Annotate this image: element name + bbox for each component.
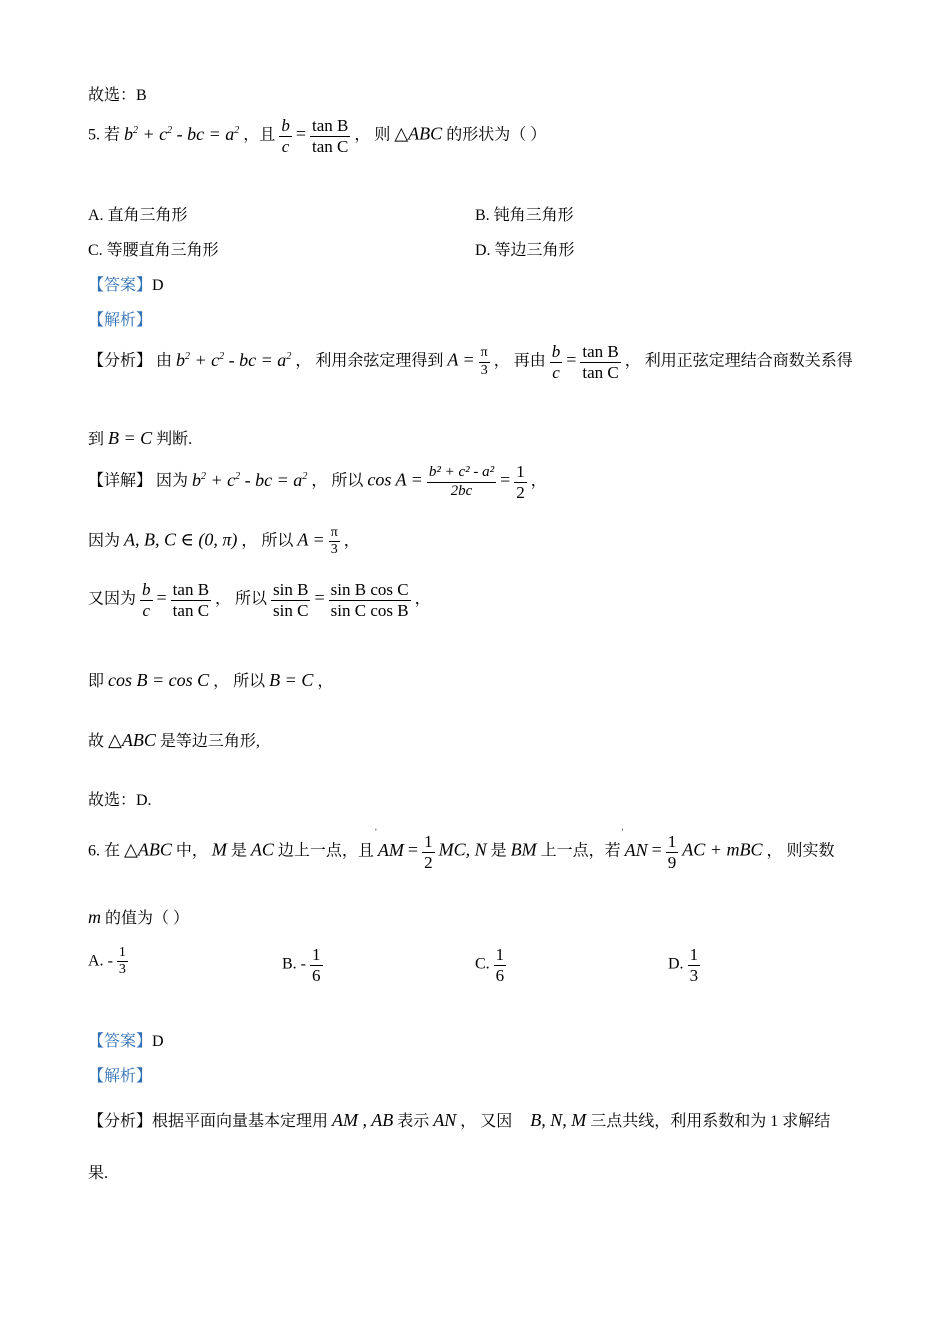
fraction-sinB-over-sinC: $\frac{\text{sin B}}{\text{sin C}}$	[273, 580, 309, 620]
text: ， 所以	[311, 472, 364, 490]
equals-sign: =	[295, 123, 306, 144]
text: 判断.	[156, 431, 193, 448]
equals-sign: =	[500, 469, 511, 490]
cosA-equals: cos A =	[367, 469, 423, 490]
triangle-label: △ABC	[394, 123, 443, 144]
text: 三点共线，利用系数和为 1 求解结	[590, 1113, 831, 1130]
answer-tag: 【答案】	[88, 277, 153, 294]
text: 由	[156, 352, 173, 370]
fraction-cosine: $\frac{\text{b² + c² - a²}}{2bc}$	[428, 464, 495, 499]
question-5-stem	[88, 116, 546, 156]
text: 即	[88, 673, 105, 690]
text: 故	[88, 733, 105, 750]
option-b: B. - $\frac{1}{6}$	[282, 945, 321, 985]
option-a: A. 直角三角形	[88, 207, 188, 224]
fenxi-tag: 【分析】	[88, 1113, 153, 1130]
fraction-tanB-over-tanC: $\frac{\text{tan B}}{\text{tan C}}$	[311, 116, 349, 156]
segment-BM: BM	[510, 839, 537, 860]
detail-line-5	[88, 728, 260, 751]
fraction-pi-over-3: $\frac{\pi}{3}$	[330, 525, 338, 558]
answer-line	[88, 1028, 164, 1051]
option-d: D. 等边三角形	[475, 242, 575, 259]
fraction-half: $\frac{1}{2}$	[516, 462, 525, 502]
text: 又因为	[88, 590, 137, 608]
option-c: C. 等腰直角三角形	[88, 242, 219, 259]
text: ， 利用余弦定理得到	[295, 352, 444, 370]
A-equals: A =	[297, 529, 325, 550]
text: 上一点，若	[540, 842, 621, 860]
text: 边上一点，且	[277, 842, 374, 860]
equals-sign: =	[651, 839, 662, 860]
answer-value: D	[152, 277, 164, 294]
answer-value: D	[152, 1033, 164, 1050]
punct: ，	[343, 532, 360, 550]
analysis-tag: 【解析】	[88, 1068, 153, 1085]
question-tail: 的形状为（ ）	[446, 126, 547, 144]
punct: ，	[530, 472, 547, 490]
fraction: $\frac{1}{3}$	[118, 945, 126, 978]
fraction-tanB-over-tanC: $\frac{\text{tan B}}{\text{tan C}}$	[172, 580, 210, 620]
answer-tag: 【答案】	[88, 1033, 153, 1050]
text: 根据平面向量基本定理用	[152, 1113, 329, 1130]
option-b: B. 钝角三角形	[475, 207, 574, 224]
points-BNM: B, N, M	[530, 1110, 587, 1130]
text: ， 再由	[493, 352, 546, 370]
analysis-heading	[88, 307, 152, 330]
fraction: $\frac{1}{6}$	[495, 945, 505, 985]
connector-text: ，且	[243, 126, 276, 144]
question-number: 5. 若	[88, 126, 121, 144]
equation: $b^2 + c^2$ - bc = $a^2$	[192, 469, 308, 490]
option-d: D. $\frac{1}{3}$	[668, 945, 699, 985]
text: ， 利用正弦定理结合商数关系得	[624, 352, 853, 370]
fraction-b-over-c: $\frac{b}{c}$	[142, 580, 151, 620]
fenxi-tag: 【分析】	[88, 352, 153, 370]
text: ， 又因	[460, 1113, 513, 1130]
angle-range: A, B, C ∈ (0, π)	[124, 529, 238, 550]
B-equals-C: B = C	[108, 428, 153, 448]
analysis-line-2	[88, 426, 192, 449]
detail-line-2	[88, 525, 360, 558]
text: 是	[230, 842, 247, 860]
vector-MC-point-N: MC, N	[438, 839, 487, 860]
option-c: C. $\frac{1}{6}$	[475, 945, 505, 985]
fraction: $\frac{1}{6}$	[312, 945, 321, 985]
text: 中，	[175, 842, 208, 860]
fraction-pi-over-3: $\frac{\pi}{3}$	[480, 345, 488, 378]
vector-AN: AN	[433, 1110, 457, 1130]
question-6-stem-2	[88, 905, 189, 928]
triangle-label: △ABC	[108, 730, 156, 750]
fraction-sin-cos: $\frac{\text{sin B cos C}}{\text{sin C cos B}}$	[330, 580, 409, 620]
analysis-tag: 【解析】	[88, 312, 153, 329]
analysis-line-1	[88, 342, 853, 382]
text: 表示	[397, 1113, 430, 1130]
equation: $b^2 + c^2$ - bc = $a^2$	[176, 349, 292, 370]
analysis-line-1	[88, 1108, 830, 1131]
text: 是	[490, 842, 507, 860]
point-M: M	[211, 839, 227, 860]
fraction-half: $\frac{1}{2}$	[424, 832, 433, 872]
analysis-line-2: 果.	[88, 1165, 109, 1182]
detail-tag: 【详解】	[88, 472, 153, 490]
vectors-AM-AB: AM , AB	[332, 1110, 394, 1130]
vector-sum: AC + mBC	[682, 839, 763, 860]
text: 因为	[156, 472, 189, 490]
question-6-stem	[88, 832, 834, 872]
fraction: $\frac{1}{3}$	[689, 945, 699, 985]
prev-answer-line: 故选：B	[88, 87, 147, 104]
vector-AM: ˈ AM	[378, 840, 404, 861]
equals-sign: =	[566, 349, 577, 370]
detail-line-1	[88, 462, 547, 502]
text: 到	[88, 431, 105, 448]
fraction-b-over-c: $\frac{b}{c}$	[281, 116, 290, 156]
equation: $b^2 + c^2$ - bc = $a^2$	[124, 123, 240, 144]
vector-AN: ˈ AN	[625, 840, 648, 861]
detail-end: 故选：D.	[88, 792, 152, 809]
fraction-b-over-c: $\frac{b}{c}$	[551, 342, 561, 382]
text: 的值为（ ）	[105, 910, 190, 927]
text: 因为	[88, 532, 121, 550]
text: ， 所以	[213, 673, 266, 690]
text: ， 所以	[215, 590, 268, 608]
analysis-heading	[88, 1063, 152, 1086]
connector-text: ， 则	[354, 126, 391, 144]
punct: ，	[414, 590, 431, 608]
triangle-label: △ABC	[124, 839, 172, 860]
text: ， 则实数	[766, 842, 835, 860]
text: 是等边三角形,	[159, 733, 260, 750]
equals-sign: =	[314, 587, 325, 608]
option-a: A. - $\frac{1}{3}$	[88, 945, 126, 978]
answer-line	[88, 272, 164, 295]
question-number: 6. 在	[88, 842, 121, 860]
punct: ，	[317, 673, 334, 690]
A-equals: A =	[447, 349, 475, 370]
detail-line-4	[88, 668, 333, 691]
segment-AC: AC	[250, 839, 274, 860]
B-equals-C: B = C	[269, 670, 314, 690]
text: ， 所以	[241, 532, 294, 550]
fraction-tanB-over-tanC: $\frac{\text{tan B}}{\text{tan C}}$	[582, 342, 619, 382]
detail-line-3	[88, 580, 431, 620]
cosB-equals-cosC: cos B = cos C	[108, 670, 210, 690]
var-m: m	[88, 907, 101, 927]
fraction-ninth: $\frac{1}{9}$	[667, 832, 677, 872]
equals-sign: =	[407, 839, 419, 860]
equals-sign: =	[156, 587, 167, 608]
